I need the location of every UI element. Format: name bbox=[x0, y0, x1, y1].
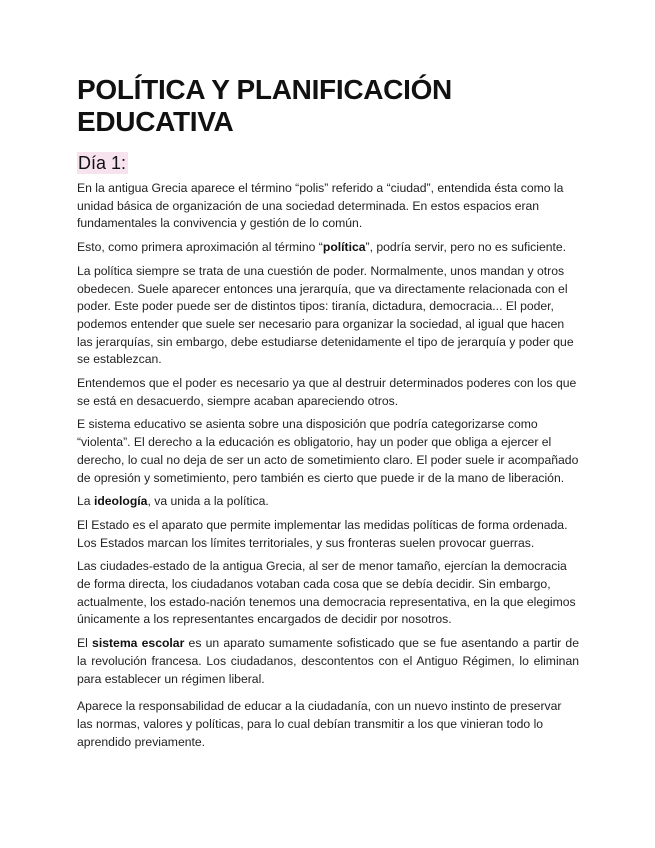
term-ideologia: ideología bbox=[93, 494, 148, 509]
term-sistema-escolar: sistema escolar bbox=[92, 636, 185, 651]
paragraph-poder: La política siempre se trata de una cuestión de poder. Normalmente, unos mandan y otros obedecen. Suele aparecer entonces una jerarquía, que va directamente relacionada con el poder. Este poder puede ser de distintos tipos: tiranía, dictadura, democracia... El poder, podemos entender que suele ser necesario para organizar la sociedad, al igual que hacen las jerarquías, sin embargo, debe estudiarse detenidamente el tipo de jerarquía y poder que se establezcan. bbox=[77, 263, 574, 367]
document-content bbox=[77, 74, 579, 751]
paragraph-politica-after: ”, podría servir, pero no es suficiente. bbox=[365, 240, 567, 255]
paragraph-ideologia-before: La bbox=[77, 494, 94, 509]
paragraph-estado-line2: Los Estados marcan los límites territoriales, y sus fronteras suelen provocar guerras. bbox=[77, 535, 535, 550]
paragraph-responsabilidad: Aparece la responsabilidad de educar a la ciudadanía, con un nuevo instinto de preservar las normas, valores y políticas, para lo cual debían transmitir a los que vinieran todo lo aprendido previamente. bbox=[77, 699, 562, 749]
paragraph-ciudades-estado: Las ciudades-estado de la antigua Grecia, al ser de menor tamaño, ejercían la democracia de forma directa, los ciudadanos votaban cada cosa que se debía decidir. Sin embargo, actualmente, los estado-nación tenemos una democracia representativa, en la que elegimos únicamente a los representantes encargados de decidir por nosotros. bbox=[77, 559, 576, 627]
day-heading: Día 1: bbox=[78, 153, 127, 173]
paragraph-ideologia bbox=[77, 493, 579, 511]
paragraph-sistema-educativo: E sistema educativo se asienta sobre una disposición que podría categorizarse como “violenta”. El derecho a la educación es obligatorio, hay un poder que obliga a ejercer el derecho, lo cual no deja de ser un acto de sometimiento claro. El poder suele ir acompañado de opresión y sometimiento, pero también es cierto que puede ir de la mano de liberación. bbox=[77, 417, 579, 485]
paragraph-escolar-after: es un aparato sumamente sofisticado que se fue asentando a partir de la revolución francesa. Los ciudadanos, descontentos con el Antiguo Régimen, lo eliminan para establecer un régimen liberal. bbox=[77, 636, 579, 686]
document-title: POLÍTICA Y PLANIFICACIÓN EDUCATIVA bbox=[77, 74, 452, 137]
paragraph-politica-term bbox=[77, 239, 579, 257]
paragraph-poder-necesario: Entendemos que el poder es necesario ya que al destruir determinados poderes con los que se está en desacuerdo, siempre acaban apareciendo otros. bbox=[77, 376, 577, 408]
paragraph-polis: En la antigua Grecia aparece el término “polis” referido a “ciudad”, entendida ésta como la unidad básica de organización de una sociedad determinada. En estos espacios eran fundamentales la convivencia y gestión de lo común. bbox=[77, 181, 564, 231]
paragraph-estado bbox=[77, 517, 579, 552]
paragraph-escolar-before: El bbox=[77, 636, 93, 651]
paragraph-estado-line1: El Estado es el aparato que permite implementar las medidas políticas de forma ordenada. bbox=[77, 517, 568, 532]
paragraph-sistema-escolar bbox=[77, 635, 579, 688]
term-politica: política bbox=[322, 240, 366, 255]
paragraph-politica-before: Esto, como primera aproximación al término “ bbox=[77, 240, 323, 255]
paragraph-ideologia-after: , va unida a la política. bbox=[147, 494, 269, 509]
